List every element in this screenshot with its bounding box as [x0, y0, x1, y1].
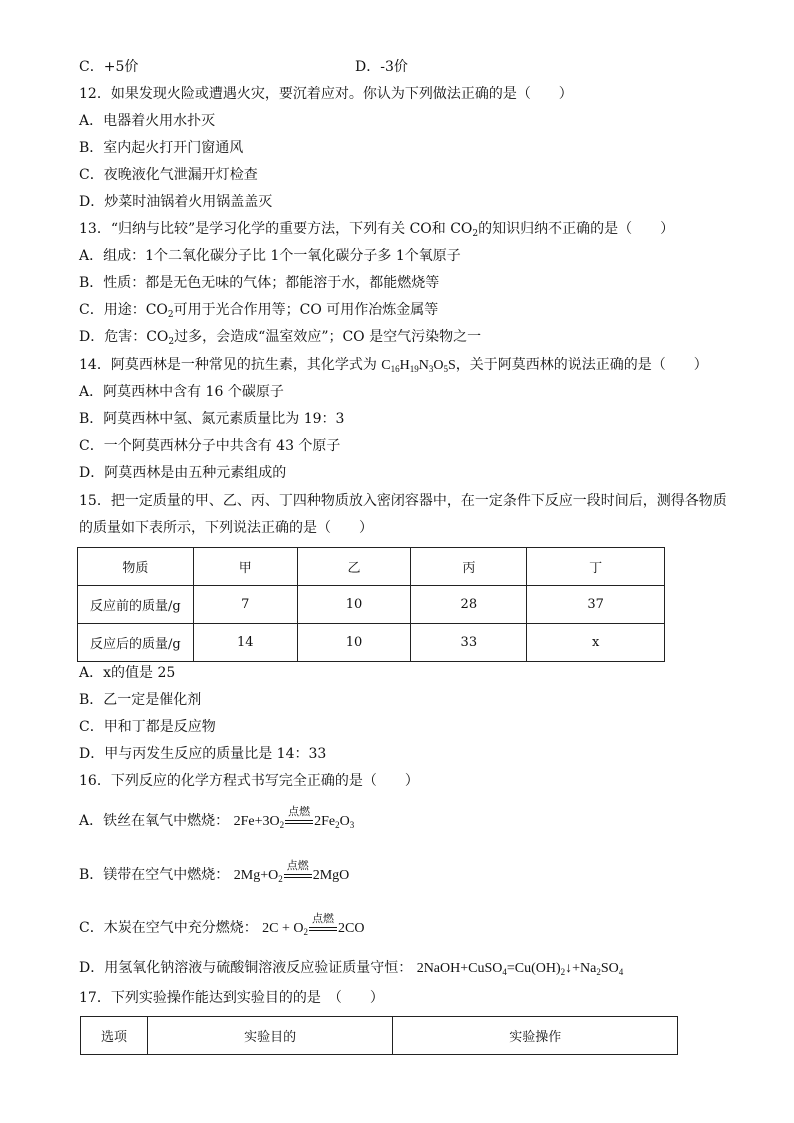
q14-stem-post: ，关于阿莫西林的说法正确的是（ ） — [455, 357, 708, 373]
table-cell: 28 — [411, 586, 527, 624]
formula-h-count: 19 — [409, 364, 419, 374]
q13-option-b: B．性质：都是无色无味的气体；都能溶于水，都能燃烧等 — [79, 275, 440, 291]
condition-label: 点燃 — [288, 806, 311, 818]
eq-term: 2Fe — [314, 814, 336, 829]
formula-o-count: 5 — [443, 364, 448, 374]
eq-term: +Na — [572, 961, 597, 976]
eq-term: 2C + O — [262, 921, 304, 936]
equation-d — [417, 961, 624, 976]
q14-option-b: B．阿莫西林中氢、氮元素质量比为 19：3 — [79, 411, 345, 427]
formula-s: S — [448, 358, 456, 373]
eq-subscript: 2 — [278, 874, 283, 884]
eq-subscript: 2 — [335, 820, 340, 830]
q12-stem: 12．如果发现火险或遭遇火灾，要沉着应对。你认为下列做法正确的是（ ） — [79, 86, 573, 102]
formula-o: O — [433, 358, 444, 373]
eq-subscript: 4 — [618, 967, 624, 977]
q13-option-d-pre: D．危害：CO — [79, 329, 169, 345]
q15-stem-line1: 15．把一定质量的甲、乙、丙、丁四种物质放入密闭容器中，在一定条件下反应一段时间后，测得各物质 — [79, 493, 727, 509]
q17-experiment-table — [80, 1016, 678, 1055]
eq-term: 2Fe+3O — [233, 814, 280, 829]
q15-option-a: A．x的值是 25 — [79, 665, 176, 681]
q14-formula — [381, 358, 456, 373]
eq-subscript: 4 — [502, 967, 507, 977]
table-row — [78, 624, 665, 662]
eq-term: 2NaOH+CuSO — [416, 961, 503, 976]
q13-stem-sub: 2 — [472, 229, 479, 239]
q15-option-c: C．甲和丁都是反应物 — [79, 719, 216, 735]
eq-term: 2Mg+O — [233, 868, 279, 883]
equals-bar — [285, 823, 313, 824]
eq-term: 2CO — [338, 921, 365, 936]
equation-b — [233, 860, 350, 884]
table-header-row — [78, 548, 665, 586]
table-header-cell: 物质 — [78, 548, 194, 586]
q15-option-d: D．甲与丙发生反应的质量比是 14：33 — [79, 746, 327, 762]
q14-stem-pre: 14．阿莫西林是一种常见的抗生素，其化学式为 — [79, 357, 377, 373]
eq-term: =Cu(OH) — [506, 961, 561, 976]
table-cell: 7 — [193, 586, 297, 624]
q16-option-a — [79, 806, 355, 831]
q14-option-a: A．阿莫西林中含有 16 个碳原子 — [79, 384, 284, 400]
eq-subscript: 2 — [279, 820, 285, 830]
eq-term: SO — [600, 961, 619, 976]
q14-option-c: C．一个阿莫西林分子中共含有 43 个原子 — [79, 438, 341, 454]
eq-subscript: 2 — [560, 967, 566, 977]
table-header-cell: 甲 — [193, 548, 297, 586]
condition-label: 点燃 — [286, 860, 309, 872]
q13-option-c — [79, 300, 438, 320]
table-cell: 33 — [411, 624, 527, 662]
q16-option-a-label: A．铁丝在氧气中燃烧： — [79, 813, 230, 829]
condition-label: 点燃 — [312, 913, 335, 925]
table-cell: x — [527, 624, 665, 662]
equals-bar — [309, 930, 337, 931]
table-header-cell: 实验操作 — [393, 1017, 678, 1055]
table-header-cell: 乙 — [297, 548, 411, 586]
formula-n-count: 3 — [428, 364, 434, 374]
q16-stem: 16．下列反应的化学方程式书写完全正确的是（ ） — [79, 773, 419, 789]
equals-bar — [309, 927, 337, 928]
formula-h: H — [399, 358, 410, 373]
reaction-condition — [284, 806, 314, 831]
table-cell: 37 — [527, 586, 665, 624]
q13-option-a: A．组成：1个二氧化碳分子比 1个一氧化碳分子多 1个氧原子 — [79, 248, 461, 264]
q13-stem — [79, 219, 674, 239]
equals-bar — [284, 877, 312, 878]
q13-option-d-post: 过多，会造成“温室效应”；CO 是空气污染物之一 — [174, 329, 482, 345]
q15-mass-table — [77, 547, 665, 662]
q17-stem: 17．下列实验操作能达到实验目的的是 （ ） — [79, 990, 384, 1006]
q13-option-d-sub: 2 — [168, 337, 175, 347]
formula-n: N — [418, 358, 429, 373]
q16-option-d-label: D．用氢氧化钠溶液与硫酸铜溶液反应验证质量守恒： — [79, 960, 413, 976]
equals-bar — [285, 820, 313, 821]
q16-option-b-label: B．镁带在空气中燃烧： — [79, 867, 230, 883]
table-header-cell: 丁 — [527, 548, 665, 586]
q16-option-b — [79, 860, 350, 885]
table-header-row — [81, 1017, 678, 1055]
table-cell: 10 — [297, 586, 411, 624]
q14-stem — [79, 355, 708, 375]
q12-option-d: D．炒菜时油锅着火用锅盖盖灭 — [79, 194, 273, 210]
q14-option-d: D．阿莫西林是由五种元素组成的 — [79, 465, 287, 481]
table-header-cell: 选项 — [81, 1017, 148, 1055]
equation-c — [262, 913, 365, 937]
eq-subscript: 2 — [596, 967, 601, 977]
q12-option-c: C．夜晚液化气泄漏开灯检查 — [79, 167, 258, 183]
q13-option-d — [79, 327, 481, 347]
q12-option-b: B．室内起火打开门窗通风 — [79, 140, 244, 156]
reaction-condition — [308, 913, 338, 938]
q16-option-c-label: C．木炭在空气中充分燃烧： — [79, 920, 258, 936]
q13-stem-pre: 13．“归纳与比较”是学习化学的重要方法，下列有关 CO和 CO — [79, 221, 473, 237]
equals-bar — [284, 874, 312, 875]
formula-c: C — [381, 358, 391, 373]
eq-subscript: 2 — [303, 927, 309, 937]
table-header-cell: 丙 — [411, 548, 527, 586]
q13-option-c-sub: 2 — [167, 310, 174, 320]
q15-option-b: B．乙一定是催化剂 — [79, 692, 202, 708]
eq-term: O — [339, 814, 350, 829]
q13-option-c-pre: C．用途：CO — [79, 302, 168, 318]
table-cell: 反应后的质量/g — [78, 624, 194, 662]
formula-c-count: 16 — [390, 364, 400, 374]
q12-option-a: A．电器着火用水扑灭 — [79, 113, 216, 129]
table-row — [78, 586, 665, 624]
q13-option-c-post: 可用于光合作用等；CO 可用作冶炼金属等 — [173, 302, 439, 318]
table-cell: 反应前的质量/g — [78, 586, 194, 624]
q16-option-c — [79, 913, 365, 938]
table-cell: 10 — [297, 624, 411, 662]
q11-option-d: D．-3价 — [355, 59, 408, 75]
precipitate-arrow-icon: ↓ — [565, 961, 573, 976]
table-header-cell: 实验目的 — [147, 1017, 393, 1055]
q16-option-d — [79, 958, 623, 978]
q13-stem-post: 的知识归纳不正确的是（ ） — [478, 221, 675, 237]
eq-term: 2MgO — [312, 868, 350, 883]
table-cell: 14 — [193, 624, 297, 662]
reaction-condition — [283, 860, 313, 885]
q15-stem-line2: 的质量如下表所示，下列说法正确的是（ ） — [79, 520, 373, 536]
q11-option-c: C．+5价 — [79, 59, 139, 75]
equation-a — [233, 806, 355, 830]
eq-subscript: 3 — [349, 820, 355, 830]
